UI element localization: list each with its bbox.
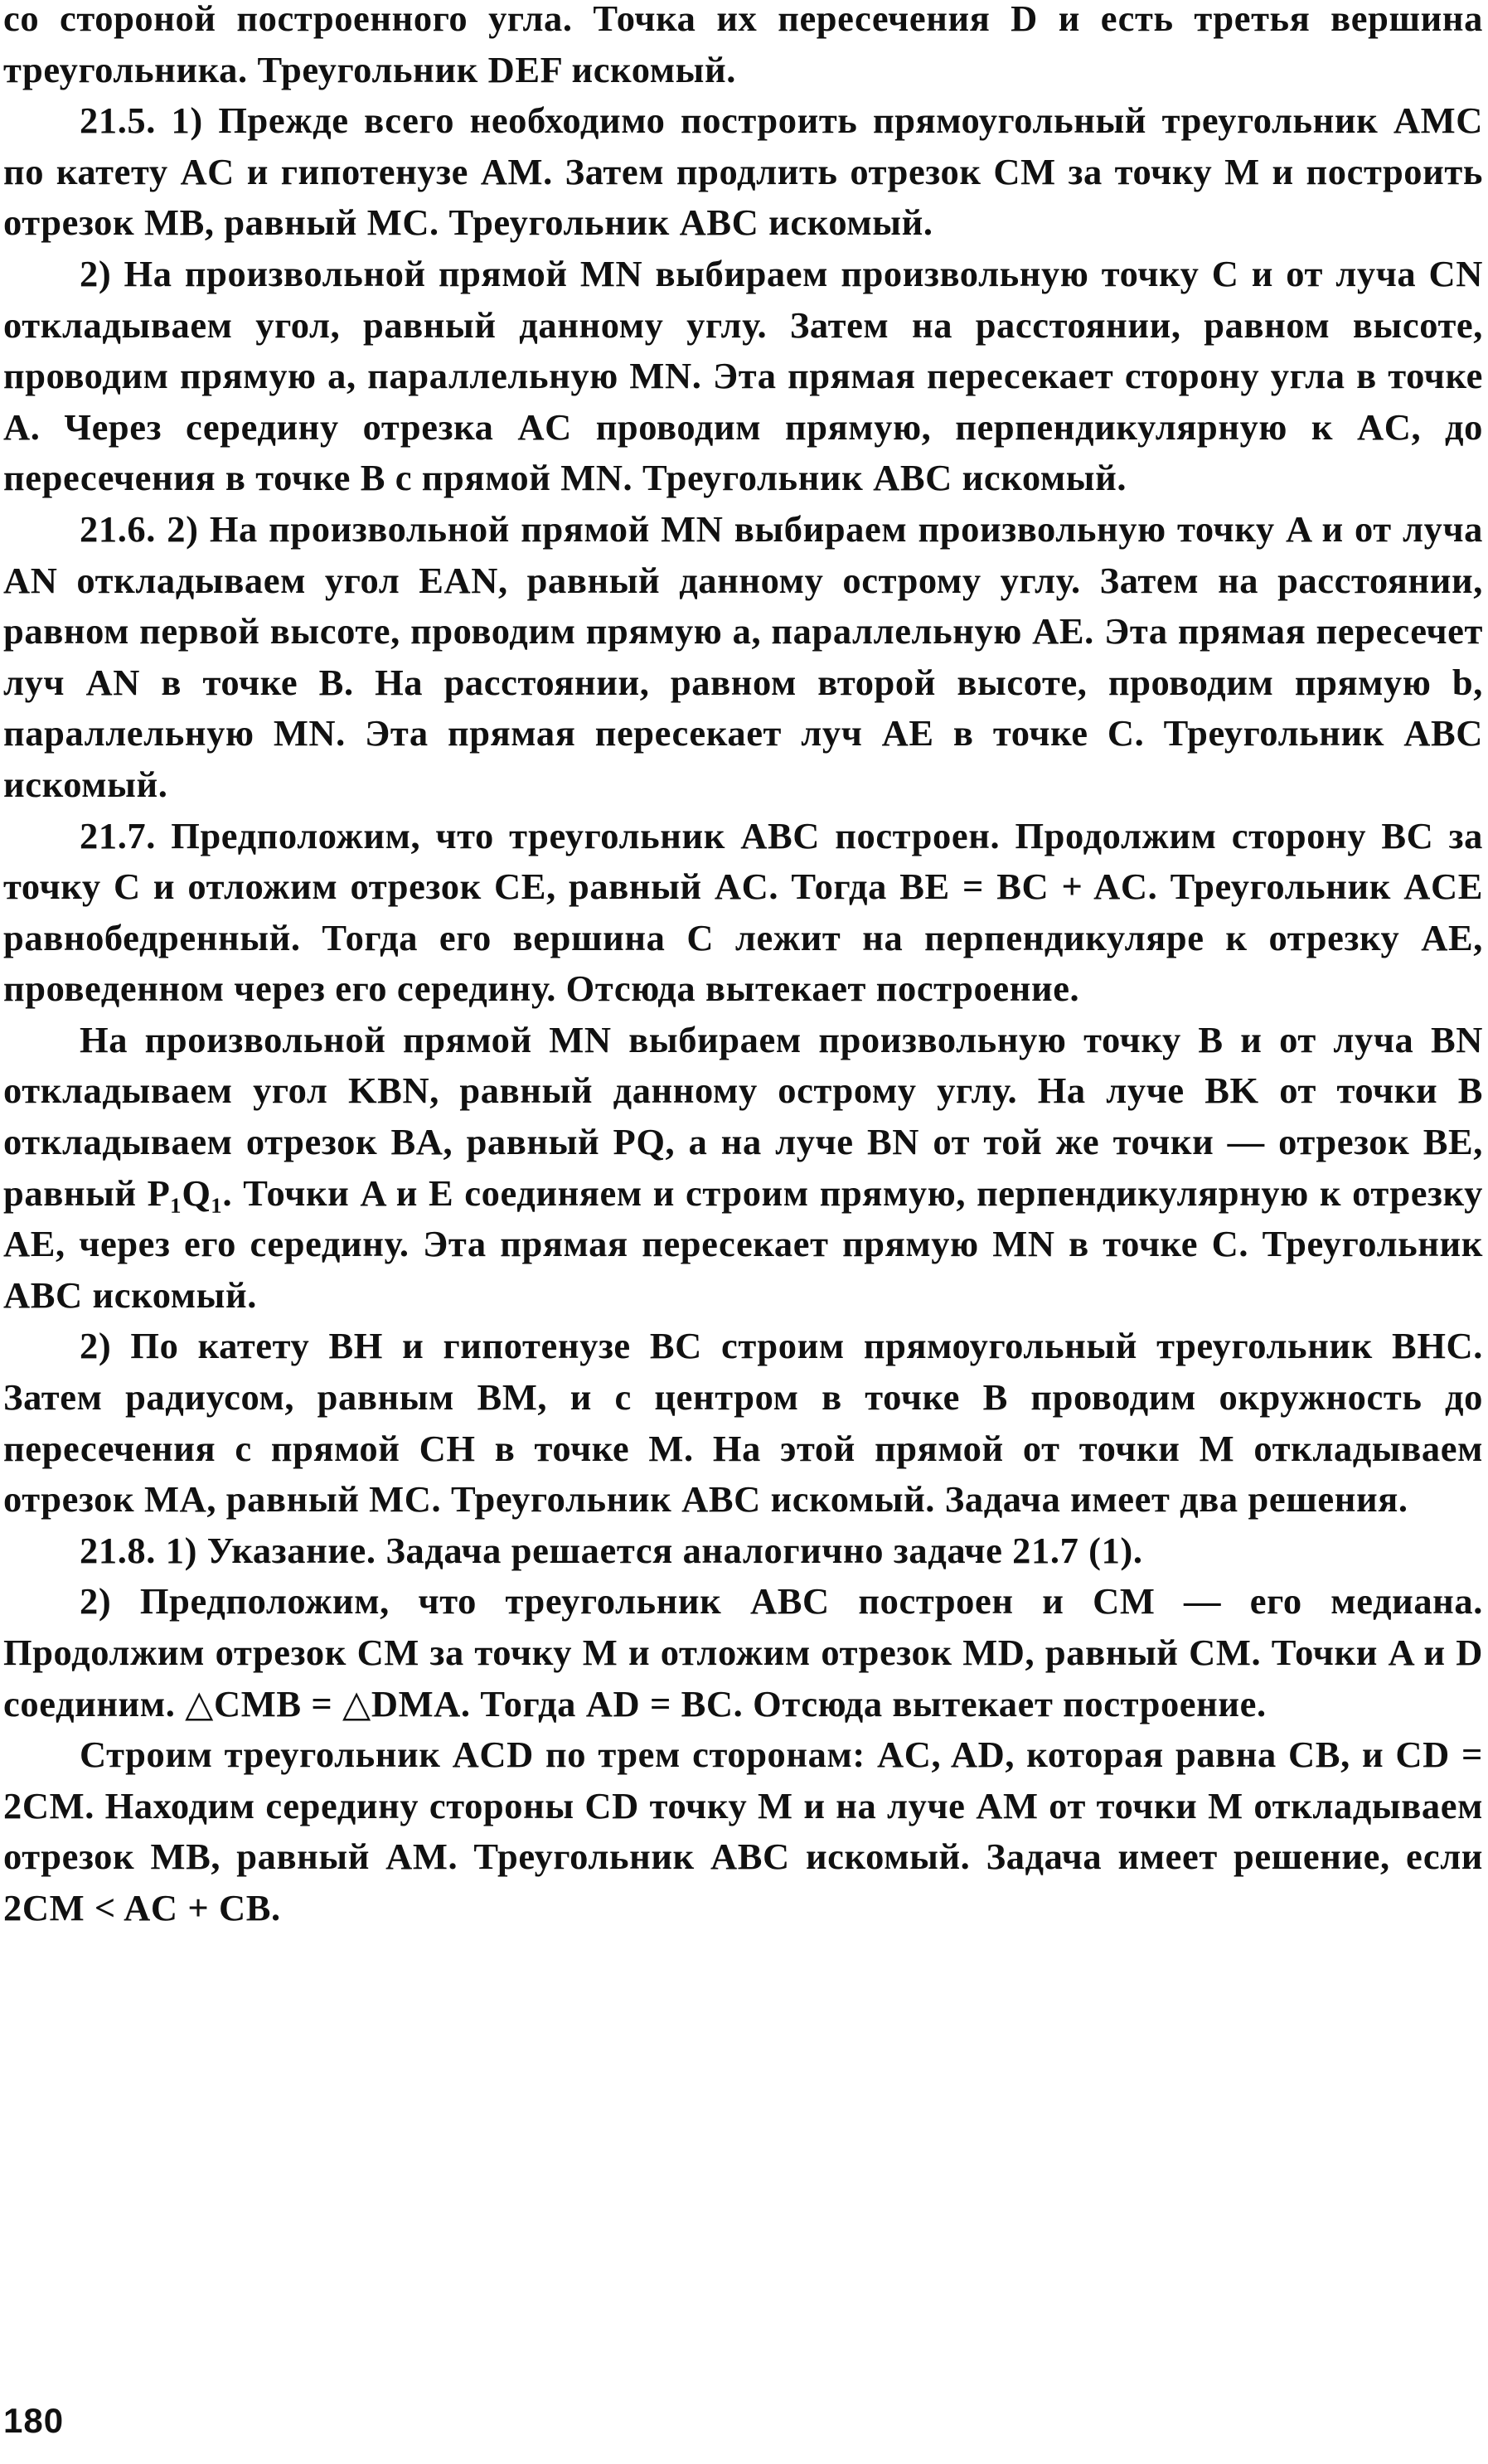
paragraph-text: 1) Прежде всего необходимо построить прямоугольный треугольник AMC по катету AC и гипотенузе AM. Затем продлить отрезок CM за точку M и построить отрезок MB, равный MC. Треугольник ABC искомый. [3, 99, 1483, 244]
paragraph-text: со стороной построенного угла. Точка их пересечения D и есть третья вершина треугольника. Треугольник DEF искомый. [3, 0, 1483, 90]
paragraph-21-6 [3, 504, 1483, 811]
problem-number: 21.6. [80, 507, 156, 550]
paragraph-21-7-part-1 [3, 811, 1483, 1015]
problem-number: 21.5. [80, 99, 156, 142]
paragraph-21-8-part-3 [3, 1729, 1483, 1933]
paragraph-text: 2) На произвольной прямой MN выбираем произвольную точку A и от луча AN откладываем угол EAN, равный данному острому углу. Затем на расстоянии, равном первой высоте, проводим прямую a, параллельную AE. Эта прямая пересечет луч AN в точке B. На расстоянии, равном второй высоте, проводим прямую b, параллельную MN. Эта прямая пересекает луч AE в точке C. Треугольник ABC искомый. [3, 507, 1483, 805]
paragraph-21-5-part-2 [3, 249, 1483, 504]
page-text [3, 0, 1483, 1934]
paragraph-21-7-part-2 [3, 1015, 1483, 1322]
page-number: 180 [3, 2401, 65, 2440]
paragraph-21-5-part-1 [3, 95, 1483, 249]
paragraph-text: 1) Указание. Задача решается аналогично задаче 21.7 (1). [156, 1529, 1143, 1571]
paragraph-text: Предположим, что треугольник ABC построен. Продолжим сторону BC за точку C и отложим отрезок CE, равный AC. Тогда BE = BC + AC. Треугольник ACE равнобедренный. Тогда его вершина C лежит на перпендикуляре к отрезку AE, проведенном через его середину. Отсюда вытекает построение. [3, 814, 1483, 1010]
paragraph-text: Строим треугольник ACD по трем сторонам: AC, AD, которая равна CB, и CD = 2CM. Находим середину стороны CD точку M и на луче AM от точки M откладываем отрезок MB, равный AM. Треугольник ABC искомый. Задача имеет решение, если 2CM < AC + CB. [3, 1734, 1483, 1928]
paragraph-text: 2) На произвольной прямой MN выбираем произвольную точку C и от луча CN откладываем угол, равный данному углу. Затем на расстоянии, равном высоте, проводим прямую a, параллельную MN. Эта прямая пересекает сторону угла в точке A. Через середину отрезка AC проводим прямую, перпендикулярную к AC, до пересечения в точке B с прямой MN. Треугольник ABC искомый. [3, 252, 1483, 499]
paragraph-21-7-part-3 [3, 1321, 1483, 1525]
paragraph-text: 2) Предположим, что треугольник ABC построен и CM — его медиана. Продолжим отрезок CM за точку M и отложим отрезок MD, равный CM. Точки A и D соединим. △CMB = △DMA. Тогда AD = BC. Отсюда вытекает построение. [3, 1580, 1483, 1724]
paragraph-text: На произвольной прямой MN выбираем произвольную точку B и от луча BN откладываем угол KBN, равный данному острому углу. На луче BK от точки B откладываем отрезок BA, равный PQ, а на луче BN от той же точки — отрезок BE, равный P₁Q₁. Точки A и E соединяем и строим прямую, перпендикулярную к отрезку AE, через его середину. Эта прямая пересекает прямую MN в точке C. Треугольник ABC искомый. [3, 1018, 1484, 1316]
problem-number: 21.7. [80, 814, 156, 856]
paragraph-text: 2) По катету BH и гипотенузе BC строим прямоугольный треугольник BHC. Затем радиусом, равным BM, и с центром в точке B проводим окружность до пересечения с прямой CH в точке M. На этой прямой от точки M откладываем отрезок MA, равный MC. Треугольник ABC искомый. Задача имеет два решения. [3, 1325, 1483, 1521]
problem-number: 21.8. [80, 1529, 156, 1571]
paragraph-continuation [3, 0, 1483, 95]
paragraph-21-8-part-1 [3, 1525, 1483, 1577]
paragraph-21-8-part-2 [3, 1576, 1483, 1729]
